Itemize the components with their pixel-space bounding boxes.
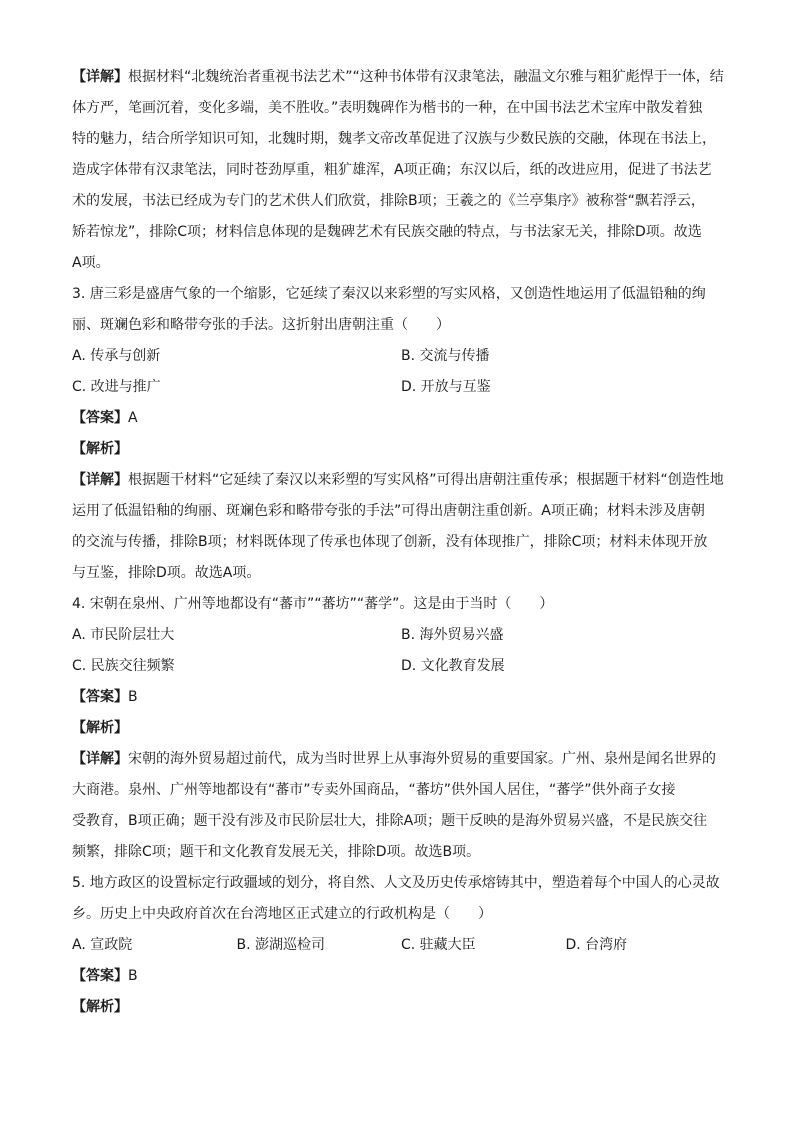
q4-stem <box>72 589 730 620</box>
q4-explanation <box>72 744 730 868</box>
q3-options-row-2 <box>72 372 730 403</box>
q5-stem <box>72 868 730 930</box>
q5-option-b: B. 澎湖巡检司 <box>236 937 326 953</box>
q4-explanation-line: 受教育，B项正确；题干没有涉及市民阶层壮大，排除A项；题干反映的是海外贸易兴盛，不是民族交往 <box>72 813 708 829</box>
q4-analysis-heading: 【解析】 <box>72 720 128 736</box>
q4-option-c: C. 民族交往频繁 <box>72 658 175 674</box>
q4-options-row-1 <box>72 620 730 651</box>
q5-analysis-heading: 【解析】 <box>72 999 128 1015</box>
q3-stem-line: 丽、斑斓色彩和略带夸张的手法。这折射出唐朝注重（ ） <box>72 317 450 333</box>
q3-explanation-line: 运用了低温铅釉的绚丽、斑斓色彩和略带夸张的手法”可得出唐朝注重创新。A项正确；材料未涉及唐朝 <box>72 503 705 519</box>
q2-explanation <box>72 62 730 279</box>
q5-stem-line: 5. 地方政区的设置标定行政疆域的划分，将自然、人文及历史传承熔铸其中，塑造着每个中国人的心灵故 <box>72 875 720 891</box>
q3-answer <box>72 403 730 434</box>
q5-option-a: A. 宣政院 <box>72 937 133 953</box>
q2-explanation-line: 体方严，笔画沉着，变化多端，美不胜收。”表明魏碑作为楷书的一种，在中国书法艺术宝库中散发着独 <box>72 100 703 116</box>
q4-explanation-line-1: 【详解】宋朝的海外贸易超过前代，成为当时世界上从事海外贸易的重要国家。广州、泉州是闻名世界的 <box>72 751 716 767</box>
q3-explanation-line: 的交流与传播，排除B项；材料既体现了传承也体现了创新，没有体现推广，排除C项；材料未体现开放 <box>72 534 708 550</box>
answer-tag: 【答案】 <box>72 968 128 984</box>
answer-tag: 【答案】 <box>72 689 128 705</box>
explain-tag: 【详解】 <box>72 751 128 767</box>
q4-option-b: B. 海外贸易兴盛 <box>401 627 504 643</box>
q3-option-c: C. 改进与推广 <box>72 379 161 395</box>
q5-option-d: D. 台湾府 <box>565 937 628 953</box>
q3-option-a: A. 传承与创新 <box>72 348 161 364</box>
q2-explanation-line: 术的发展，书法已经成为专门的艺术供人们欣赏，排除B项；王羲之的《兰亭集序》被称誉“飘若浮云， <box>72 193 705 209</box>
q2-explanation-line: 特的魅力，结合所学知识可知，北魏时期，魏孝文帝改革促进了汉族与少数民族的交融，体现在书法上， <box>72 131 716 147</box>
q4-stem-line: 4. 宋朝在泉州、广州等地都设有“蕃市”“蕃坊”“蕃学”。这是由于当时（ ） <box>72 596 554 612</box>
q4-explanation-line: 频繁，排除C项；题干和文化教育发展无关，排除D项。故选B项。 <box>72 844 481 860</box>
q3-explanation <box>72 465 730 589</box>
explain-tag: 【详解】 <box>72 472 128 488</box>
q3-option-d: D. 开放与互鉴 <box>401 379 491 395</box>
q5-answer <box>72 961 730 992</box>
q4-options-row-2 <box>72 651 730 682</box>
q5-stem-line: 乡。历史上中央政府首次在台湾地区正式建立的行政机构是（ ） <box>72 906 492 922</box>
q4-answer-value: B <box>128 689 138 705</box>
q2-explanation-line: 造成字体带有汉隶笔法，同时苍劲厚重，粗犷雄浑，A项正确；东汉以后，纸的改进应用，促进了书法艺 <box>72 162 712 178</box>
q2-explanation-line: 矫若惊龙”，排除C项；材料信息体现的是魏碑艺术有民族交融的特点，与书法家无关，排除D项。故选 <box>72 224 702 240</box>
q3-answer-value: A <box>128 410 138 426</box>
q4-option-a: A. 市民阶层壮大 <box>72 627 175 643</box>
q3-stem <box>72 279 730 341</box>
q5-answer-value: B <box>128 968 138 984</box>
q2-explanation-line: A项。 <box>72 255 110 271</box>
q4-explanation-line: 大商港。泉州、广州等地都设有“蕃市”专卖外国商品，“蕃坊”供外国人居住，“蕃学”供外商子女接 <box>72 782 676 798</box>
q3-explanation-line-1: 【详解】根据题干材料“它延续了秦汉以来彩塑的写实风格”可得出唐朝注重传承；根据题干材料“创造性地 <box>72 472 724 488</box>
q3-analysis-heading: 【解析】 <box>72 441 128 457</box>
explain-tag: 【详解】 <box>72 69 128 85</box>
q2-explanation-line-1: 【详解】根据材料“北魏统治者重视书法艺术”“这种书体带有汉隶笔法，融温文尔雅与粗犷彪悍于一体，结 <box>72 69 724 85</box>
q3-stem-line: 3. 唐三彩是盛唐气象的一个缩影，它延续了秦汉以来彩塑的写实风格，又创造性地运用了低温铅釉的绚 <box>72 286 706 302</box>
answer-tag: 【答案】 <box>72 410 128 426</box>
q3-options-row-1 <box>72 341 730 372</box>
q5-options-row <box>72 930 730 961</box>
q4-option-d: D. 文化教育发展 <box>401 658 505 674</box>
q3-option-b: B. 交流与传播 <box>401 348 490 364</box>
q4-answer <box>72 682 730 713</box>
q3-explanation-line: 与互鉴，排除D项。故选A项。 <box>72 565 261 581</box>
q5-option-c: C. 驻藏大臣 <box>401 937 476 953</box>
